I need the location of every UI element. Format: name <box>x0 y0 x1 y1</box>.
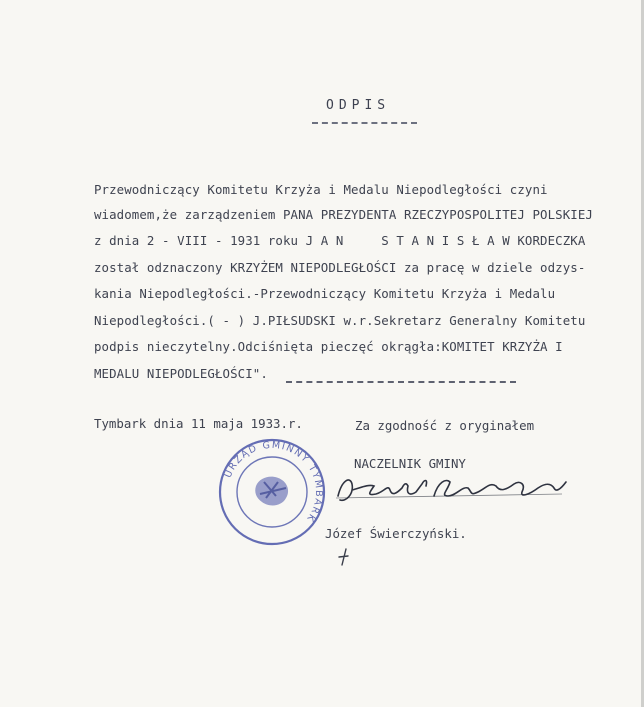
body-line-4: został odznaczony KRZYŻEM NIEPODLEGŁOŚCI za pracę w dziele odzys- <box>94 260 586 275</box>
conformity-note: Za zgodność z oryginałem <box>355 418 535 433</box>
document-title: ODPIS <box>326 98 391 113</box>
place-date: Tymbark dnia 11 maja 1933.r. <box>94 416 303 431</box>
body-line-5: kania Niepodległości.-Przewodniczący Komitetu Krzyża i Medalu <box>94 286 556 301</box>
title-underline <box>312 122 417 124</box>
body-line-8: MEDALU NIEPODLEGŁOŚCI". <box>94 366 268 381</box>
body-line-7: podpis nieczytelny.Odciśnięta pieczęć okrągła:KOMITET KRZYŻA I <box>94 339 563 354</box>
office-title: NACZELNIK GMINY <box>354 456 466 471</box>
body-line-6: Niepodległości.( - ) J.PIŁSUDSKI w.r.Sekretarz Generalny Komitetu <box>94 313 586 328</box>
body-line-3: z dnia 2 - VIII - 1931 roku J A N S T A N I S Ł A W KORDECZKA <box>94 233 586 248</box>
body-line-1: Przewodniczący Komitetu Krzyża i Medalu Niepodległości czyni <box>94 182 548 197</box>
round-stamp <box>216 436 328 548</box>
signatory-name: Józef Świerczyński. <box>325 526 467 541</box>
pen-mark <box>336 547 350 567</box>
handwritten-signature <box>330 470 580 506</box>
body-line-2: wiadomem,że zarządzeniem PANA PREZYDENTA RZECZYPOSPOLITEJ POLSKIEJ <box>94 207 593 222</box>
svg-text:URZĄD GMINNY TYMBARK: URZĄD GMINNY TYMBARK <box>222 439 325 525</box>
fill-dash-line <box>286 381 516 383</box>
